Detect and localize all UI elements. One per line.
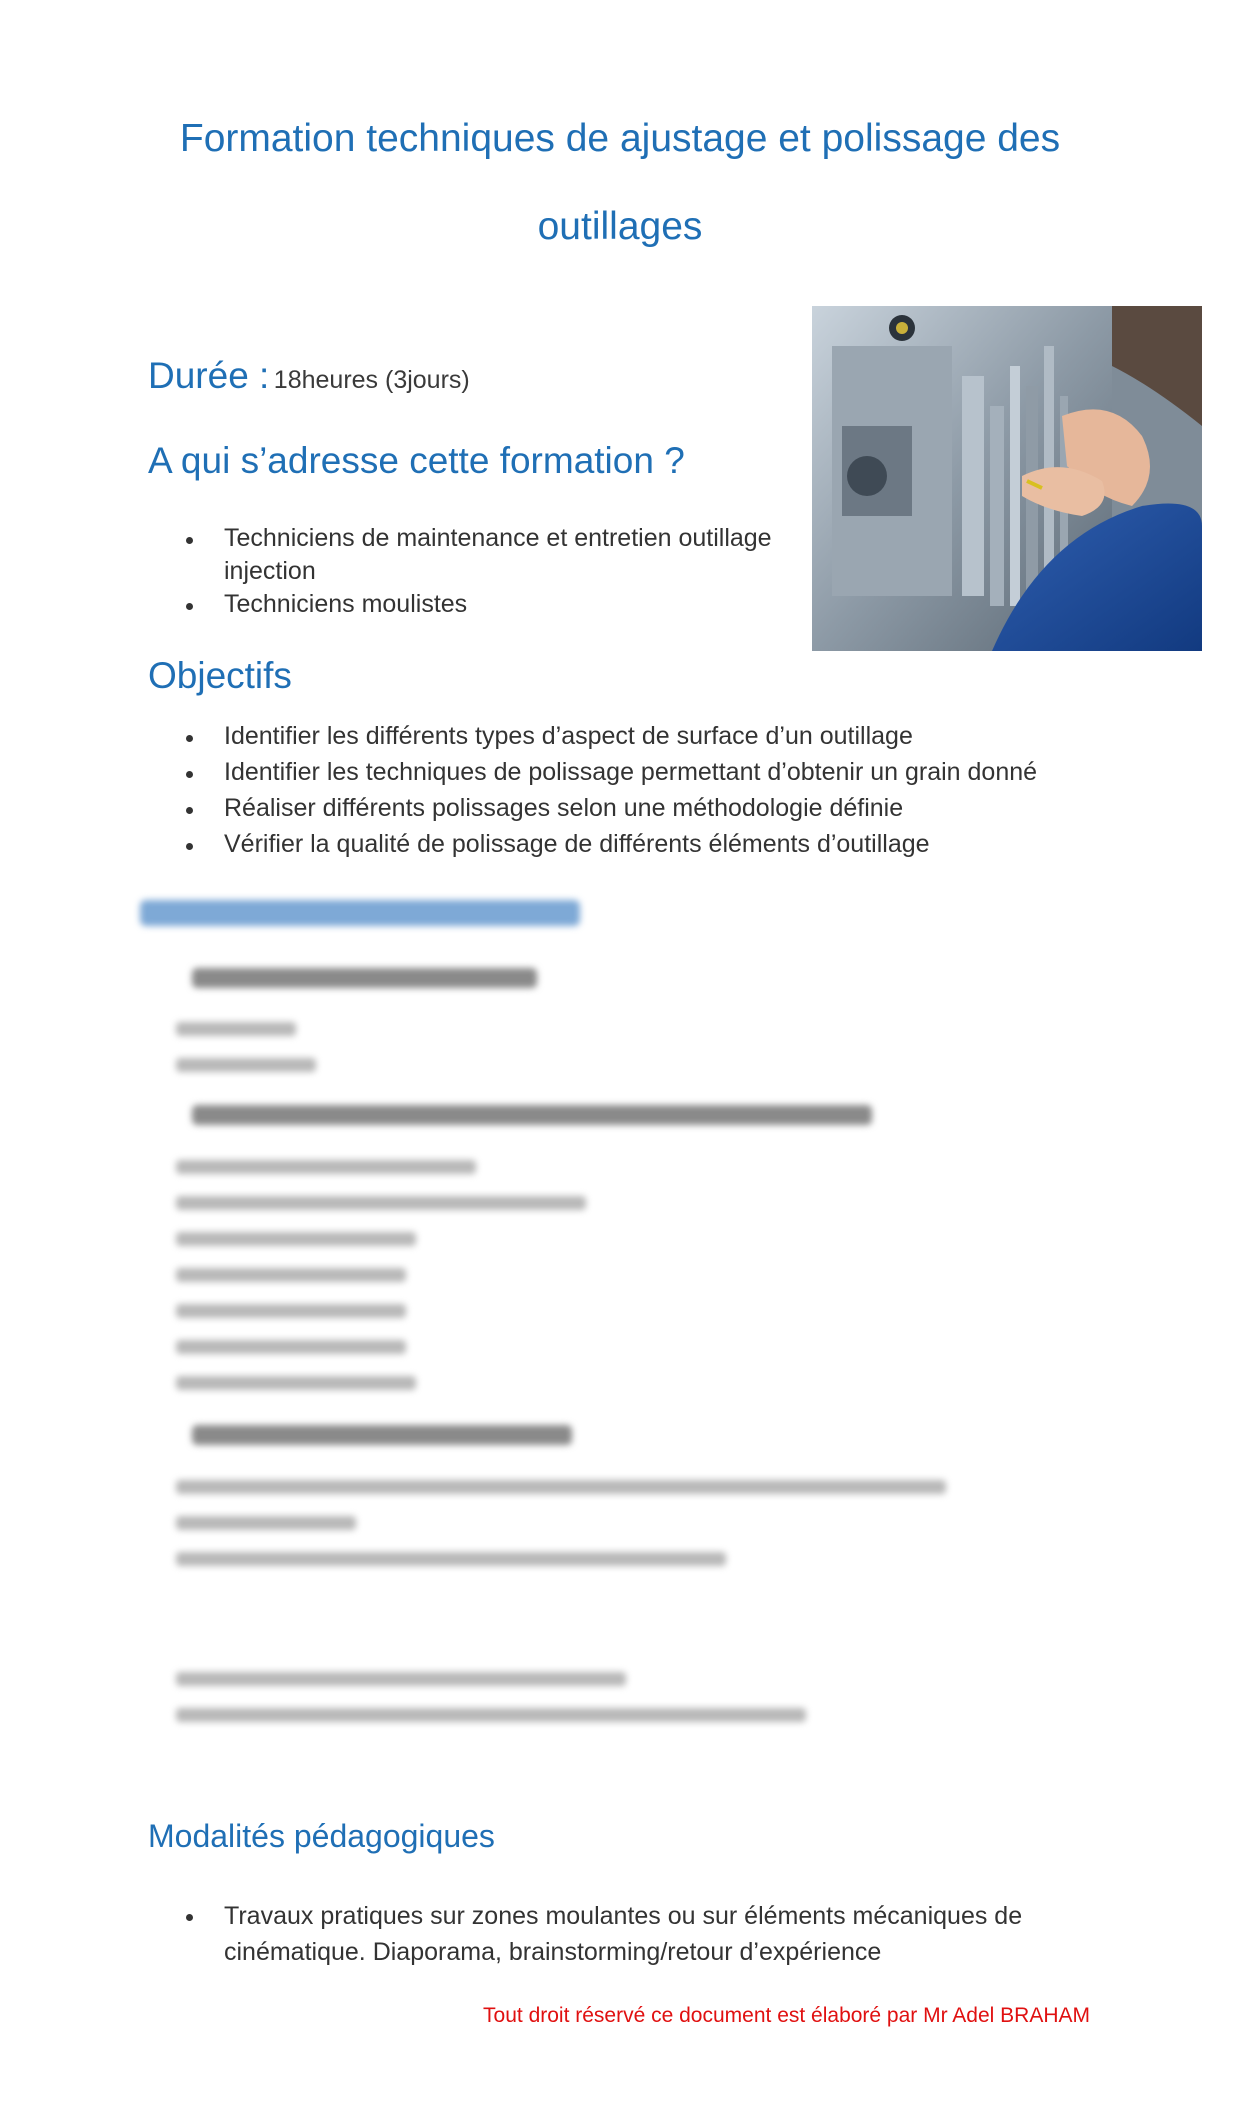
document-title: Formation techniques de ajustage et polissage des outillages (179, 117, 1061, 248)
list-item: Techniciens moulistes (148, 588, 788, 621)
blurred-line-bar (176, 1196, 586, 1210)
objectives-list (148, 720, 1108, 864)
blurred-line-bar (176, 1516, 356, 1530)
duration-label: Durée : (148, 355, 270, 396)
bullet-icon (186, 807, 193, 814)
bullet-icon (186, 537, 193, 544)
blurred-line-bar (176, 1160, 476, 1174)
blurred-line-bar (176, 1058, 316, 1072)
list-item: Identifier les différents types d’aspect de surface d’un outillage (148, 720, 1108, 753)
blurred-subheading-bar (192, 1105, 872, 1125)
audience-list (148, 522, 788, 621)
copyright-footer: Tout droit réservé ce document est élaboré par Mr Adel BRAHAM (483, 2004, 1090, 2027)
modalities-list (148, 1898, 1048, 1970)
blurred-line-bar (176, 1480, 946, 1494)
objectives-heading: Objectifs (148, 655, 292, 696)
blurred-line-bar (176, 1672, 626, 1686)
bullet-icon (186, 843, 193, 850)
blurred-heading-bar (140, 900, 580, 926)
bullet-icon (186, 735, 193, 742)
bullet-icon (186, 771, 193, 778)
audience-heading: A qui s’adresse cette formation ? (148, 440, 685, 481)
blurred-line-bar (176, 1708, 806, 1722)
list-item: Vérifier la qualité de polissage de différents éléments d’outillage (148, 828, 1108, 861)
list-item: Techniciens de maintenance et entretien outillage injection (148, 522, 788, 588)
bullet-icon (186, 1914, 193, 1921)
blurred-line-bar (176, 1268, 406, 1282)
duration-value: 18heures (3jours) (273, 366, 470, 394)
bullet-icon (186, 603, 193, 610)
blurred-line-bar (176, 1022, 296, 1036)
list-item: Réaliser différents polissages selon une méthodologie définie (148, 792, 1108, 825)
blurred-line-bar (176, 1304, 406, 1318)
blurred-subheading-bar (192, 968, 537, 988)
blurred-line-bar (176, 1552, 726, 1566)
modalities-heading: Modalités pédagogiques (148, 1818, 495, 1854)
list-item: Travaux pratiques sur zones moulantes ou sur éléments mécaniques de cinématique. Diaporama, brainstorming/retour d’expérience (148, 1898, 1048, 1970)
list-item: Identifier les techniques de polissage permettant d’obtenir un grain donné (148, 756, 1108, 789)
blurred-line-bar (176, 1376, 416, 1390)
mold-polishing-photo (812, 306, 1202, 651)
blurred-subheading-bar (192, 1425, 572, 1445)
duration-line (148, 355, 470, 397)
blurred-line-bar (176, 1232, 416, 1246)
blurred-line-bar (176, 1340, 406, 1354)
